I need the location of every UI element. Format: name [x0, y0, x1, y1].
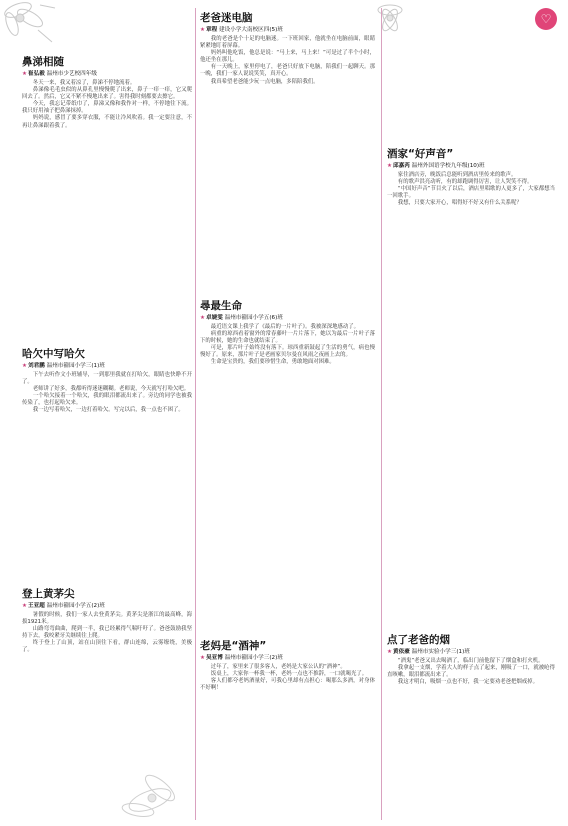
- author-name: 崔弘毅: [28, 71, 45, 77]
- paragraph: 我真希望老爸能少玩一点电脑，多陪陪我们。: [210, 78, 319, 85]
- article-title: 点了老爸的烟: [387, 634, 450, 646]
- paragraph: “中国好声音”节目火了以后，酒店里唱歌的人更多了，大家都想当一回歌手。: [387, 186, 555, 200]
- article-title: 酒家“好声音”: [387, 148, 454, 160]
- star-icon: ★: [387, 163, 393, 169]
- article-laomao: [200, 12, 375, 86]
- paragraph: 可是，那片叶子始终没有落下。琼西重新鼓起了生活的勇气，病也慢慢好了。原来，那片叶子是老画家贝尔曼在风雨之夜画上去的。: [200, 345, 375, 359]
- author-name: 章程: [206, 27, 218, 33]
- article-byline: [200, 654, 375, 662]
- article-byline: [200, 314, 375, 322]
- paragraph: 我这才明白，吸烟一点也不好，我一定要劝老爸把烟戒掉。: [397, 679, 538, 686]
- star-icon: ★: [200, 315, 206, 321]
- paragraph: 有一天晚上，家里停电了，老爸只好放下电脑，陪我们一起聊天。那一晚，我们一家人说说笑笑，真开心。: [200, 64, 375, 78]
- author-name: 刘君鹏: [28, 363, 45, 369]
- article-body: [22, 372, 192, 415]
- paragraph: 我想，只要大家开心，唱得好不好又有什么关系呢？: [397, 200, 522, 207]
- article-body: [200, 36, 375, 86]
- author-school: 温州市籀园小学三(2)班: [224, 655, 283, 661]
- article-byline: [22, 362, 192, 370]
- paragraph: 一个哈欠接着一个哈欠，我的眼泪都流出来了。旁边的同学也被我传染了，也打起哈欠来。: [22, 393, 192, 407]
- article-laomajiushen: [200, 640, 375, 692]
- paragraph: 终于登上了山顶，站在山顶往下看，群山连绵，云雾缭绕，美极了。: [22, 640, 192, 654]
- paragraph: 妈妈叫他吃饭，他总是说：“马上来，马上来！”可是过了半个小时，他还坐在那儿。: [200, 50, 375, 64]
- article-diandaba: [387, 634, 555, 686]
- article-byline: [387, 162, 555, 170]
- article-title: 老妈是“酒神”: [200, 640, 267, 652]
- author-school: 建设小学大南校区四(5)班: [219, 27, 283, 33]
- paragraph: 老师讲了好多，我都听得迷迷糊糊。老师说，今天就写打哈欠吧。: [32, 386, 190, 393]
- paragraph: 病重的琼西看着窗外的常春藤叶一片片落下，她以为最后一片叶子落下的时候，她的生命也就结束了。: [200, 331, 375, 345]
- paragraph: “酒鬼”老爸又出去喝酒了，临出门前他留下了烟盒和打火机。: [397, 658, 544, 664]
- article-byline: [387, 648, 555, 656]
- flower-decoration-icon: [0, 0, 60, 55]
- article-jiudian: [387, 148, 555, 207]
- author-school: 温州外国语学校九年级(10)班: [411, 163, 485, 169]
- article-body: [22, 80, 192, 130]
- star-icon: ★: [200, 655, 206, 661]
- article-shengri: [200, 300, 375, 367]
- paragraph: 过年了，家里来了很多客人，老妈是大家公认的“酒神”。: [210, 664, 346, 670]
- paragraph: 饭桌上，大家你一杯我一杯，老妈一点也不推辞，一口就喝光了。: [210, 671, 368, 678]
- paragraph: 客人们都夸老妈酒量好，可我心里却有点担心：喝那么多酒，对身体不好啊！: [200, 678, 375, 692]
- author-school: 温州市少艺校四年级: [46, 71, 97, 77]
- author-school: 温州市实验小学三(1)班: [411, 649, 470, 655]
- article-body: [387, 172, 555, 207]
- article-title: 尋最生命: [200, 300, 242, 312]
- article-byline: [22, 70, 192, 78]
- article-body: [200, 324, 375, 367]
- flower-decoration-icon: [370, 0, 410, 38]
- star-icon: ★: [22, 363, 28, 369]
- paragraph: 妈妈说，感冒了要多穿衣服，不能让冷风吹着。我一定要注意，不再让鼻涕跟着我了。: [22, 115, 192, 129]
- paragraph: 我的老爸是个十足的电脑迷。一下班回家，他就坐在电脑前面，眼睛紧紧地盯着屏幕。: [200, 36, 375, 50]
- paragraph: 鼻涕像毛毛虫似的从鼻孔里慢慢爬了出来，鼻子一痒一痒，它又爬回去了。然后，它又不紧不慢地出来了。害得我时刻都要去擦它。: [22, 87, 192, 101]
- column-divider: [195, 8, 196, 820]
- author-name: 黄依豪: [393, 649, 410, 655]
- star-icon: ★: [200, 27, 206, 33]
- heart-logo-icon: ♡: [535, 8, 557, 30]
- author-school: 温州市籀园小学三(1)班: [46, 363, 105, 369]
- paragraph: 今天，我忘记带纸巾了，鼻涕又像和我作对一样，不停地往下流。我只好用袖子把鼻涕抹掉。: [22, 101, 192, 115]
- paragraph: 最近语文课上我学了《最后的一片叶子》。我被深深地感动了。: [210, 324, 360, 330]
- article-dengshanhuangmao: [22, 588, 192, 655]
- paragraph: 冬天一来，我又着凉了，鼻涕不停地流着。: [32, 80, 136, 86]
- article-title: 登上黄茅尖: [22, 588, 75, 600]
- author-name: 王亚超: [28, 603, 45, 609]
- paragraph: 山路弯弯曲曲，爬到一半，我已经累得气喘吁吁了。爸爸鼓励我坚持下去，我咬紧牙关继续往上爬。: [22, 626, 192, 640]
- paragraph: 下午去听作文小班辅导，一到那里我就在打哈欠，眼睛也快睁不开了。: [22, 372, 192, 386]
- author-name: 卓婕雯: [206, 315, 223, 321]
- article-title: 鼻涕相随: [22, 56, 64, 68]
- article-byline: [200, 26, 375, 34]
- paragraph: 我拿起一支烟，学着大人的样子点了起来，刚吸了一口，就被呛得直咳嗽，眼泪都流出来了。: [387, 665, 555, 679]
- paragraph: 暑假的时候，我们一家人去登黄茅尖。黄茅尖是浙江的最高峰，海拔1921米。: [22, 612, 192, 626]
- author-name: 吴亚博: [206, 655, 223, 661]
- article-byline: [22, 602, 192, 610]
- article-body: [22, 612, 192, 655]
- author-school: 温州市籀园小学五(2)班: [46, 603, 105, 609]
- author-name: 邱嘉芮: [393, 163, 410, 169]
- paragraph: 生命是宝贵的，我们要珍惜生命，勇敢地面对困难。: [210, 359, 335, 366]
- article-haqian: [22, 348, 192, 415]
- article-title: 老爸迷电脑: [200, 12, 253, 24]
- article-body: [387, 658, 555, 686]
- column-divider: [381, 8, 382, 820]
- star-icon: ★: [22, 71, 28, 77]
- star-icon: ★: [387, 649, 393, 655]
- article-title: 哈欠中写哈欠: [22, 348, 85, 360]
- flower-decoration-icon: [90, 760, 185, 820]
- author-school: 温州市籀园小学五(6)班: [224, 315, 283, 321]
- star-icon: ★: [22, 603, 28, 609]
- article-body: [200, 664, 375, 692]
- paragraph: 我一边写着哈欠，一边打着哈欠。写完以后，我一点也不困了。: [32, 407, 184, 414]
- paragraph: 家住酒店旁，晚饭后总能听到酒店里传来的歌声。: [397, 172, 517, 178]
- article-bizuihanxiang: [22, 56, 192, 130]
- paragraph: 有的歌声洪亮动听，有的却跑调得厉害，让人哭笑不得。: [397, 179, 533, 186]
